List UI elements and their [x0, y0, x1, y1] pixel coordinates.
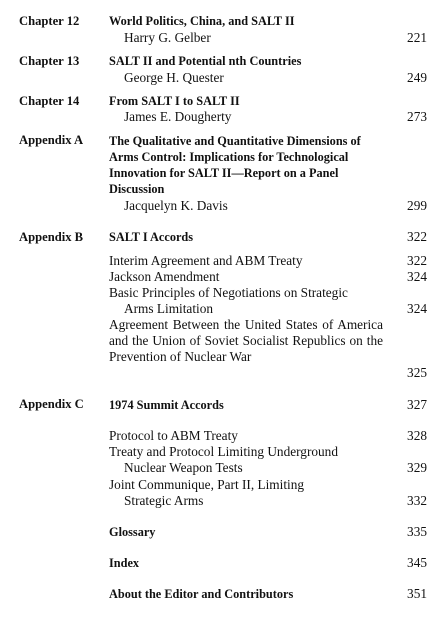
- toc-page-number: 322: [407, 253, 427, 268]
- toc-label: Chapter 12: [19, 14, 80, 28]
- toc-subitem: Joint Communique, Part II, Limiting: [109, 477, 305, 492]
- toc-subitem-continuation: Nuclear Weapon Tests: [124, 460, 243, 475]
- toc-title: 1974 Summit Accords: [109, 398, 224, 412]
- toc-page-number: 335: [407, 524, 427, 539]
- toc-author: James E. Dougherty: [124, 109, 232, 124]
- toc-page-number: 345: [407, 555, 427, 570]
- toc-page-number: 249: [407, 70, 427, 85]
- toc-label: Chapter 14: [19, 94, 80, 108]
- toc-title: SALT II and Potential nth Countries: [109, 54, 302, 68]
- toc-page-number: 324: [407, 269, 427, 284]
- toc-page-number: 327: [407, 397, 427, 412]
- toc-subitem: Interim Agreement and ABM Treaty: [109, 253, 303, 268]
- toc-subitem: Jackson Amendment: [109, 269, 220, 284]
- toc-page-number: 299: [407, 198, 427, 213]
- toc-subitem-continuation: Arms Limitation: [124, 301, 214, 316]
- toc-title: About the Editor and Contributors: [109, 587, 294, 601]
- toc-subitem: Treaty and Protocol Limiting Underground: [109, 444, 338, 459]
- toc-title: World Politics, China, and SALT II: [109, 14, 295, 28]
- toc-subitem-continuation: Strategic Arms: [124, 493, 204, 508]
- toc-author: Jacquelyn K. Davis: [124, 198, 228, 213]
- toc-subitem: Basic Principles of Negotiations on Strategic: [109, 285, 348, 300]
- toc-label: Appendix A: [19, 133, 84, 147]
- toc-title: The Qualitative and Quantitative Dimensions of Arms Control: Implications for Technological Innovation for SALT II—Report on a Panel Discussion: [109, 134, 361, 196]
- toc-label: Appendix C: [19, 397, 84, 411]
- toc-page-number: 329: [407, 460, 427, 475]
- toc-page-number: 325: [407, 365, 427, 380]
- toc-page-number: 273: [407, 109, 427, 124]
- toc-title: From SALT I to SALT II: [109, 94, 240, 108]
- toc-page-number: 322: [407, 229, 427, 244]
- toc-page-number: 351: [407, 586, 427, 601]
- toc-page-number: 324: [407, 301, 427, 316]
- toc-author: George H. Quester: [124, 70, 224, 85]
- toc-author: Harry G. Gelber: [124, 30, 211, 45]
- toc-subitem: Agreement Between the United States of America and the Union of Soviet Socialist Republics on the Prevention of Nuclear War: [109, 317, 383, 364]
- toc-title: Glossary: [109, 525, 156, 539]
- toc-title: Index: [109, 556, 140, 570]
- toc-label: Chapter 13: [19, 54, 80, 68]
- toc-page-number: 221: [407, 30, 427, 45]
- toc-subitem: Protocol to ABM Treaty: [109, 428, 238, 443]
- toc-title: SALT I Accords: [109, 230, 194, 244]
- toc-label: Appendix B: [19, 230, 84, 244]
- toc-page-number: 332: [407, 493, 427, 508]
- toc-page-number: 328: [407, 428, 427, 443]
